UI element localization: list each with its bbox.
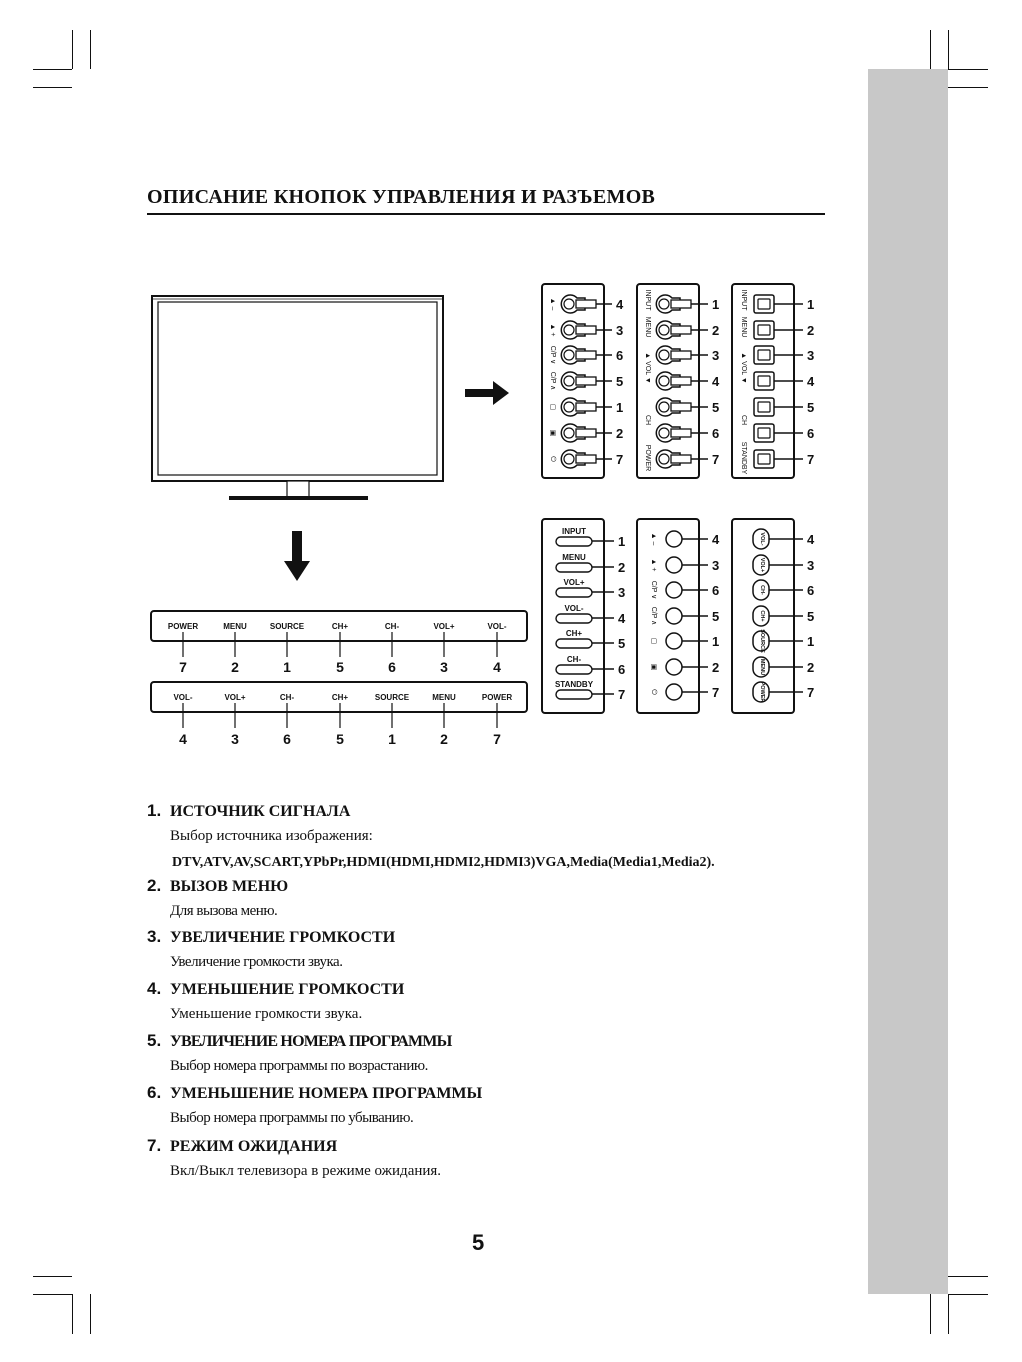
callout-number: 3 — [616, 323, 624, 338]
callout-number: 2 — [618, 560, 626, 575]
bar-top-label: VOL+ — [433, 622, 455, 631]
section-number: 5. — [147, 1031, 162, 1050]
panel-d-label: CH- — [566, 655, 582, 664]
page-title: ОПИСАНИЕ КНОПОК УПРАВЛЕНИЯ И РАЗЪЕМОВ — [147, 186, 656, 208]
panel-d-label: INPUT — [562, 527, 586, 536]
callout-number: 6 — [283, 731, 291, 747]
source-list: DTV,ATV,AV,SCART,YPbPr,HDMI(HDMI,HDMI2,HDMI3)VGA,Media(Media1,Media2). — [172, 855, 715, 870]
callout-number: 7 — [493, 731, 501, 747]
callout-number: 1 — [807, 634, 815, 649]
section-description: Увеличение громкости звука. — [170, 954, 343, 970]
panel-d-label: STANDBY — [554, 680, 594, 689]
knob-stem — [671, 377, 691, 385]
down-arrow-icon — [284, 531, 310, 581]
flat-button — [556, 588, 592, 597]
round-button — [666, 557, 682, 573]
callout-number: 6 — [712, 583, 720, 598]
panel-c-label: INPUT — [740, 289, 747, 311]
callout-number: 5 — [618, 636, 626, 651]
panel-b-label: INPUT — [644, 289, 651, 311]
callout-number: 4 — [712, 374, 720, 389]
knob-stem — [576, 377, 596, 385]
panel-b-label: CH — [644, 414, 651, 426]
callout-number: 2 — [712, 660, 720, 675]
crop-mark — [33, 1294, 72, 1295]
square-button — [754, 398, 774, 416]
bar-top-label: MENU — [223, 622, 247, 631]
callout-number: 7 — [618, 687, 626, 702]
callout-number: 2 — [440, 731, 448, 747]
panel-c-label: ▲ VOL ▼ — [740, 352, 747, 384]
callout-number: 5 — [807, 400, 815, 415]
callout-number: 2 — [807, 323, 815, 338]
description-section — [147, 1136, 441, 1180]
panel-a-label: ▣ — [549, 429, 556, 437]
callout-number: 6 — [388, 659, 396, 675]
section-number: 1. — [147, 801, 162, 820]
section-heading — [147, 1136, 441, 1156]
callout-number: 2 — [616, 426, 624, 441]
callout-number: 1 — [283, 659, 291, 675]
bar-bottom-label: VOL- — [173, 693, 193, 702]
description-section — [147, 876, 288, 920]
panel-f-label: SOURCE — [759, 629, 765, 653]
knob-stem — [576, 429, 596, 437]
page-number: 5 — [472, 1230, 485, 1255]
panel-a-label: ▲ + — [549, 323, 556, 337]
knob-stem — [671, 300, 691, 308]
description-section — [147, 1083, 482, 1127]
section-title: УМЕНЬШЕНИЕ ГРОМКОСТИ — [170, 981, 405, 998]
panel-f-label: VOL+ — [759, 557, 765, 573]
bar-bottom-label: SOURCE — [374, 693, 410, 702]
crop-mark — [948, 1276, 988, 1277]
callout-number: 6 — [807, 426, 815, 441]
section-heading — [147, 979, 404, 999]
bar-bottom-label: MENU — [432, 693, 456, 702]
round-button — [666, 582, 682, 598]
section-title: УВЕЛИЧЕНИЕ ГРОМКОСТИ — [170, 929, 396, 946]
knob-stem — [576, 403, 596, 411]
callout-number: 4 — [712, 532, 720, 547]
callout-number: 3 — [440, 659, 448, 675]
description-section — [147, 1031, 452, 1075]
knob-stem — [671, 429, 691, 437]
panel-a-label: ⏻ — [549, 456, 556, 462]
callout-number: 3 — [618, 585, 626, 600]
panel-f-label: POWER — [759, 681, 765, 703]
panel-f-label: MENU — [759, 658, 765, 676]
panel-f-label: VOL- — [759, 532, 765, 546]
callout-number: 5 — [712, 609, 720, 624]
section-description: Для вызова меню. — [170, 903, 278, 919]
square-button — [754, 321, 774, 339]
section-title: УВЕЛИЧЕНИЕ НОМЕРА ПРОГРАММЫ — [170, 1033, 452, 1050]
flat-button — [556, 690, 592, 699]
bar-bottom-label: VOL+ — [224, 693, 246, 702]
panel-a-label: ▲ – — [549, 297, 556, 311]
panel-e-label: ▲ – — [650, 532, 657, 546]
flat-button — [556, 665, 592, 674]
section-number: 6. — [147, 1083, 162, 1102]
description-section — [147, 927, 395, 971]
crop-mark — [90, 1294, 91, 1334]
callout-number: 1 — [388, 731, 396, 747]
callout-number: 7 — [616, 452, 624, 467]
bar-bottom-label: CH+ — [331, 693, 349, 702]
section-heading — [147, 1031, 452, 1051]
section-title: УМЕНЬШЕНИЕ НОМЕРА ПРОГРАММЫ — [170, 1085, 483, 1102]
panel-d-label: CH+ — [565, 629, 583, 638]
panel-e-label: ▲ + — [650, 558, 657, 572]
right-arrow-icon — [465, 381, 509, 405]
callout-number: 1 — [712, 634, 720, 649]
section-heading — [147, 801, 715, 821]
callout-number: 4 — [179, 731, 187, 747]
callout-number: 7 — [712, 452, 720, 467]
callout-number: 1 — [616, 400, 624, 415]
section-number: 4. — [147, 979, 162, 998]
bar-top-label: CH- — [384, 622, 400, 631]
knob-stem — [576, 300, 596, 308]
section-number: 3. — [147, 927, 162, 946]
knob-stem — [576, 326, 596, 334]
crop-mark — [33, 1276, 72, 1277]
flat-button — [556, 563, 592, 572]
section-number: 7. — [147, 1136, 162, 1155]
panel-f-label: CH+ — [759, 610, 765, 622]
callout-number: 3 — [712, 348, 720, 363]
bar-top-label: SOURCE — [269, 622, 305, 631]
callout-number: 4 — [618, 611, 626, 626]
callout-number: 7 — [807, 685, 815, 700]
section-title: РЕЖИМ ОЖИДАНИЯ — [170, 1138, 338, 1155]
section-description: Выбор номера программы по убыванию. — [170, 1110, 414, 1126]
knob-stem — [576, 351, 596, 359]
bar-bottom-label: POWER — [481, 693, 513, 702]
callout-number: 5 — [712, 400, 720, 415]
knob-stem — [671, 326, 691, 334]
description-section — [147, 801, 715, 871]
section-description: Выбор номера программы по возрастанию. — [170, 1058, 428, 1074]
section-heading — [147, 1083, 482, 1103]
callout-number: 7 — [179, 659, 187, 675]
tv-illustration — [152, 296, 443, 500]
callout-number: 1 — [807, 297, 815, 312]
description-section — [147, 979, 404, 1023]
bar-top-label: POWER — [167, 622, 199, 631]
callout-number: 2 — [231, 659, 239, 675]
knob-stem — [671, 403, 691, 411]
crop-mark — [948, 1294, 988, 1295]
panel-b-label: ▲ VOL ▼ — [644, 352, 651, 384]
section-description: Выбор источника изображения: — [170, 828, 373, 844]
callout-number: 4 — [616, 297, 624, 312]
panel-e-label: ▢ — [650, 637, 657, 645]
callout-number: 7 — [712, 685, 720, 700]
panel-d-label: VOL+ — [563, 578, 585, 587]
panel-c-label: STANDBY — [740, 441, 747, 475]
section-title: ВЫЗОВ МЕНЮ — [170, 878, 289, 895]
flat-button — [556, 614, 592, 623]
section-heading — [147, 876, 288, 896]
panel-b-label: POWER — [644, 444, 651, 472]
panel-e-label: C/P ∨ — [650, 580, 657, 600]
callout-number: 3 — [231, 731, 239, 747]
panel-e-label: C/P ∧ — [650, 606, 657, 626]
callout-number: 1 — [618, 534, 626, 549]
callout-number: 6 — [618, 662, 626, 677]
knob-stem — [671, 351, 691, 359]
bar-bottom-label: CH- — [279, 693, 295, 702]
square-button — [754, 295, 774, 313]
callout-number: 4 — [493, 659, 501, 675]
callout-number: 5 — [336, 731, 344, 747]
callout-number: 5 — [807, 609, 815, 624]
callout-number: 1 — [712, 297, 720, 312]
callout-number: 7 — [807, 452, 815, 467]
section-title: ИСТОЧНИК СИГНАЛА — [170, 803, 351, 820]
round-button — [666, 659, 682, 675]
knob-stem — [671, 455, 691, 463]
bar-top-label: CH+ — [331, 622, 349, 631]
crop-mark — [948, 1294, 949, 1334]
panel-e-label: ▣ — [650, 663, 657, 671]
panel-d-label: VOL- — [564, 604, 584, 613]
square-button — [754, 372, 774, 390]
crop-mark — [72, 1294, 73, 1334]
callout-number: 3 — [807, 558, 815, 573]
round-button — [666, 531, 682, 547]
square-button — [754, 424, 774, 442]
panel-f-label: CH- — [759, 585, 765, 595]
square-button — [754, 450, 774, 468]
panel-a-label: ▢ — [549, 403, 556, 411]
callout-number: 5 — [336, 659, 344, 675]
bar-top-label: VOL- — [487, 622, 507, 631]
round-button — [666, 633, 682, 649]
round-button — [666, 684, 682, 700]
section-description: Вкл/Выкл телевизора в режиме ожидания. — [170, 1163, 442, 1179]
callout-number: 3 — [807, 348, 815, 363]
panel-c-label: MENU — [740, 316, 747, 338]
flat-button — [556, 639, 592, 648]
section-description: Уменьшение громкости звука. — [170, 1006, 363, 1022]
callout-number: 4 — [807, 374, 815, 389]
panel-a-label: C/P ∧ — [549, 371, 556, 391]
crop-mark — [930, 1294, 931, 1334]
panel-b-label: MENU — [644, 316, 651, 338]
section-heading — [147, 927, 395, 947]
callout-number: 6 — [712, 426, 720, 441]
panel-e-label: ⏻ — [650, 689, 657, 695]
square-button — [754, 346, 774, 364]
callout-number: 3 — [712, 558, 720, 573]
panel-d-label: MENU — [562, 553, 586, 562]
panel-a-label: C/P ∨ — [549, 345, 556, 365]
section-number: 2. — [147, 876, 162, 895]
callout-number: 6 — [616, 348, 624, 363]
panel-c-label: CH — [740, 414, 747, 426]
flat-button — [556, 537, 592, 546]
callout-number: 2 — [712, 323, 720, 338]
callout-number: 2 — [807, 660, 815, 675]
knob-stem — [576, 455, 596, 463]
callout-number: 4 — [807, 532, 815, 547]
callout-number: 5 — [616, 374, 624, 389]
round-button — [666, 608, 682, 624]
callout-number: 6 — [807, 583, 815, 598]
